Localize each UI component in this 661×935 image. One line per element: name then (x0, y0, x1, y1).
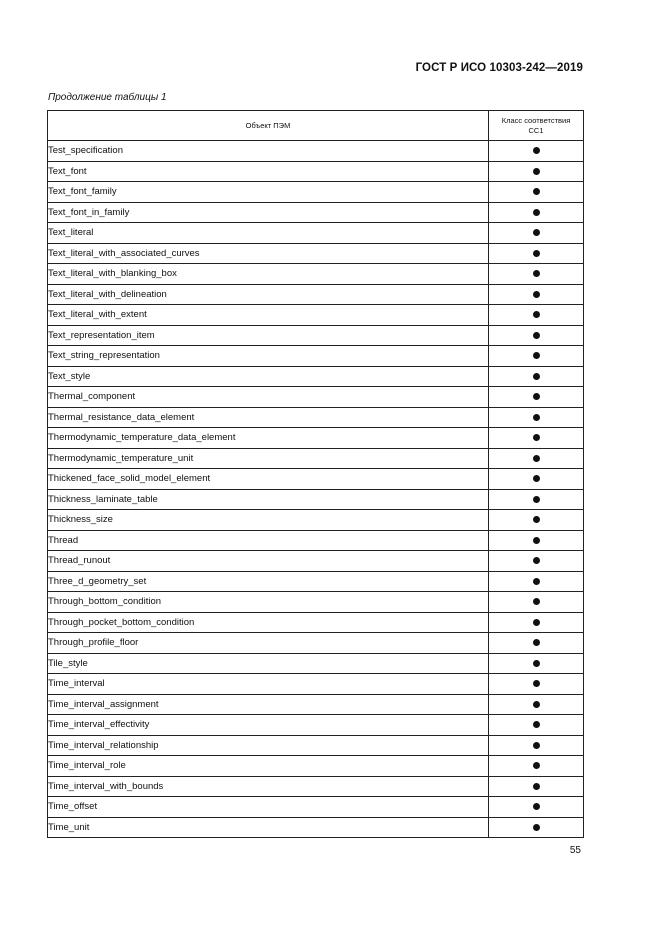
table-row (48, 202, 584, 223)
table-row (48, 182, 584, 203)
table-row (48, 223, 584, 244)
column-header-entity: Объект ПЭМ (48, 111, 489, 141)
entity-name-cell: Text_literal_with_delineation (48, 284, 489, 305)
conformance-mark-cell (489, 407, 584, 428)
filled-circle-icon (533, 660, 540, 667)
filled-circle-icon (533, 250, 540, 257)
filled-circle-icon (533, 393, 540, 400)
entity-name-cell: Text_font_family (48, 182, 489, 203)
table-row (48, 428, 584, 449)
conformance-mark-cell (489, 694, 584, 715)
filled-circle-icon (533, 270, 540, 277)
table-row (48, 592, 584, 613)
table-row (48, 489, 584, 510)
table-row (48, 571, 584, 592)
table-row (48, 366, 584, 387)
table-row (48, 469, 584, 490)
entity-name-cell: Test_specification (48, 141, 489, 162)
filled-circle-icon (533, 803, 540, 810)
conformance-mark-cell (489, 715, 584, 736)
conformance-mark-cell (489, 797, 584, 818)
entity-name-cell: Time_unit (48, 817, 489, 838)
conformance-mark-cell (489, 182, 584, 203)
conformance-mark-cell (489, 161, 584, 182)
conformance-mark-cell (489, 387, 584, 408)
conformance-mark-cell (489, 428, 584, 449)
filled-circle-icon (533, 701, 540, 708)
filled-circle-icon (533, 373, 540, 380)
conformance-mark-cell (489, 469, 584, 490)
table-row (48, 530, 584, 551)
entity-name-cell: Text_literal_with_associated_curves (48, 243, 489, 264)
table-row (48, 694, 584, 715)
entity-name-cell: Through_bottom_condition (48, 592, 489, 613)
filled-circle-icon (533, 147, 540, 154)
conformance-mark-cell (489, 243, 584, 264)
filled-circle-icon (533, 496, 540, 503)
filled-circle-icon (533, 311, 540, 318)
conformance-table (47, 110, 584, 838)
entity-name-cell: Three_d_geometry_set (48, 571, 489, 592)
table-row (48, 284, 584, 305)
table-row (48, 776, 584, 797)
filled-circle-icon (533, 229, 540, 236)
table-row (48, 715, 584, 736)
entity-name-cell: Text_font_in_family (48, 202, 489, 223)
table-row (48, 325, 584, 346)
entity-name-cell: Text_font (48, 161, 489, 182)
filled-circle-icon (533, 742, 540, 749)
entity-name-cell: Time_offset (48, 797, 489, 818)
filled-circle-icon (533, 762, 540, 769)
conformance-mark-cell (489, 141, 584, 162)
filled-circle-icon (533, 619, 540, 626)
conformance-mark-cell (489, 223, 584, 244)
entity-name-cell: Thickness_laminate_table (48, 489, 489, 510)
conformance-mark-cell (489, 612, 584, 633)
conformance-mark-cell (489, 346, 584, 367)
table-row (48, 797, 584, 818)
filled-circle-icon (533, 188, 540, 195)
table-header-row (48, 111, 584, 141)
table-row (48, 653, 584, 674)
entity-name-cell: Thermodynamic_temperature_data_element (48, 428, 489, 449)
filled-circle-icon (533, 537, 540, 544)
conformance-mark-cell (489, 674, 584, 695)
table-row (48, 551, 584, 572)
filled-circle-icon (533, 639, 540, 646)
entity-name-cell: Time_interval_relationship (48, 735, 489, 756)
conformance-mark-cell (489, 756, 584, 777)
table-row (48, 735, 584, 756)
conformance-mark-cell (489, 551, 584, 572)
filled-circle-icon (533, 352, 540, 359)
table-row (48, 387, 584, 408)
conformance-mark-cell (489, 592, 584, 613)
document-standard-header: ГОСТ Р ИСО 10303-242—2019 (415, 62, 583, 74)
table-row (48, 161, 584, 182)
table-continuation-caption: Продолжение таблицы 1 (48, 92, 167, 103)
conformance-mark-cell (489, 817, 584, 838)
conformance-mark-cell (489, 202, 584, 223)
entity-name-cell: Text_representation_item (48, 325, 489, 346)
entity-name-cell: Tile_style (48, 653, 489, 674)
table-row (48, 305, 584, 326)
column-header-conformance-class: Класс соответствия СС1 (489, 111, 584, 141)
conformance-mark-cell (489, 448, 584, 469)
table-row (48, 141, 584, 162)
filled-circle-icon (533, 475, 540, 482)
filled-circle-icon (533, 434, 540, 441)
conformance-mark-cell (489, 653, 584, 674)
table-row (48, 633, 584, 654)
entity-name-cell: Text_literal_with_extent (48, 305, 489, 326)
entity-name-cell: Time_interval_role (48, 756, 489, 777)
entity-name-cell: Through_profile_floor (48, 633, 489, 654)
table-row (48, 510, 584, 531)
filled-circle-icon (533, 578, 540, 585)
filled-circle-icon (533, 291, 540, 298)
table-row (48, 264, 584, 285)
filled-circle-icon (533, 209, 540, 216)
table-row (48, 346, 584, 367)
filled-circle-icon (533, 557, 540, 564)
table-row (48, 448, 584, 469)
table-row (48, 612, 584, 633)
entity-name-cell: Time_interval_with_bounds (48, 776, 489, 797)
entity-name-cell: Text_literal_with_blanking_box (48, 264, 489, 285)
entity-name-cell: Text_style (48, 366, 489, 387)
entity-name-cell: Time_interval (48, 674, 489, 695)
conformance-mark-cell (489, 489, 584, 510)
page-number: 55 (569, 845, 581, 856)
conformance-mark-cell (489, 325, 584, 346)
entity-name-cell: Thread (48, 530, 489, 551)
filled-circle-icon (533, 332, 540, 339)
table-row (48, 243, 584, 264)
conformance-mark-cell (489, 530, 584, 551)
entity-name-cell: Text_string_representation (48, 346, 489, 367)
conformance-mark-cell (489, 305, 584, 326)
entity-name-cell: Time_interval_assignment (48, 694, 489, 715)
conformance-mark-cell (489, 633, 584, 654)
entity-name-cell: Through_pocket_bottom_condition (48, 612, 489, 633)
filled-circle-icon (533, 783, 540, 790)
conformance-mark-cell (489, 366, 584, 387)
entity-name-cell: Thickness_size (48, 510, 489, 531)
entity-name-cell: Text_literal (48, 223, 489, 244)
filled-circle-icon (533, 680, 540, 687)
entity-name-cell: Thickened_face_solid_model_element (48, 469, 489, 490)
conformance-mark-cell (489, 284, 584, 305)
table-row (48, 817, 584, 838)
filled-circle-icon (533, 414, 540, 421)
filled-circle-icon (533, 455, 540, 462)
table-body (48, 141, 584, 838)
entity-name-cell: Time_interval_effectivity (48, 715, 489, 736)
filled-circle-icon (533, 721, 540, 728)
table-row (48, 674, 584, 695)
filled-circle-icon (533, 598, 540, 605)
conformance-mark-cell (489, 510, 584, 531)
conformance-mark-cell (489, 571, 584, 592)
table-row (48, 407, 584, 428)
filled-circle-icon (533, 516, 540, 523)
table-row (48, 756, 584, 777)
conformance-mark-cell (489, 776, 584, 797)
conformance-mark-cell (489, 735, 584, 756)
conformance-mark-cell (489, 264, 584, 285)
filled-circle-icon (533, 824, 540, 831)
entity-name-cell: Thermal_resistance_data_element (48, 407, 489, 428)
filled-circle-icon (533, 168, 540, 175)
entity-name-cell: Thermal_component (48, 387, 489, 408)
entity-name-cell: Thread_runout (48, 551, 489, 572)
entity-name-cell: Thermodynamic_temperature_unit (48, 448, 489, 469)
